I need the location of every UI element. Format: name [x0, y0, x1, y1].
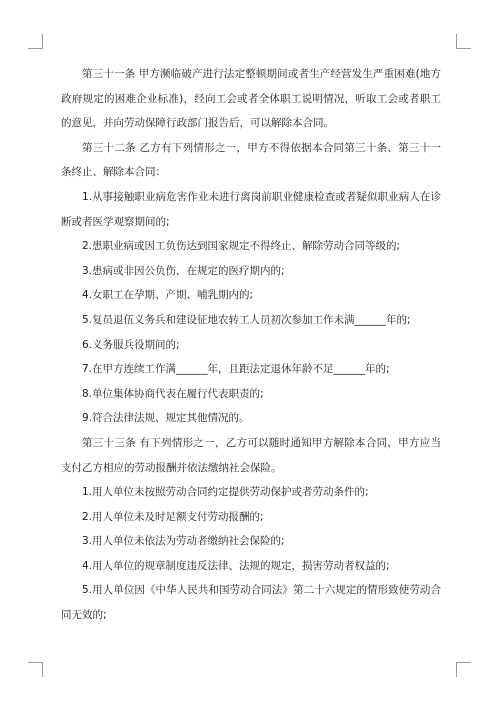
article-33: 第三十三条 有下列情形之一，乙方可以随时通知甲方解除本合同，甲方应当支付乙方相应的劳动报酬并依法缴纳社会保险。 [61, 436, 441, 474]
crop-mark-top-left [28, 34, 43, 49]
article-33-item-3: 3.用人单位未依法为劳动者缴纳社会保险的; [82, 535, 285, 548]
article-32-item-4: 4.女职工在孕期、产期、哺乳期内的; [82, 289, 254, 302]
crop-mark-bottom-left [28, 662, 43, 677]
article-32-item-3: 3.患病或非因公负伤，在规定的医疗期内的; [82, 264, 285, 277]
article-33-item-1: 1.用人单位未按照劳动合同约定提供劳动保护或者劳动条件的; [82, 486, 369, 499]
article-32: 第三十二条 乙方有下列情形之一，甲方不得依据本合同第三十条、第三十一条终止、解除本合同： [61, 141, 441, 179]
article-33-item-4: 4.用人单位的规章制度违反法律、法规的规定，损害劳动者权益的; [82, 559, 390, 572]
article-32-item-8: 8.单位集体协商代表在履行代表职责的; [82, 387, 264, 400]
article-32-item-1: 1.从事接触职业病危害作业未进行离岗前职业健康检查或者疑似职业病人在诊断或者医学观察期间的; [61, 190, 441, 228]
document-body [61, 62, 441, 628]
crop-mark-bottom-right [456, 662, 471, 677]
article-33-item-2: 2.用人单位未及时足额支付劳动报酬的; [82, 510, 264, 523]
article-32-item-9: 9.符合法律法规、规定其他情况的。 [82, 412, 250, 425]
article-32-item-6: 6.义务服兵役期间的; [82, 338, 180, 351]
article-32-item-2: 2.患职业病或因工负伤达到国家规定不得终止、解除劳动合同等级的; [82, 240, 401, 253]
article-31: 第三十一条 甲方濒临破产进行法定整顿期间或者生产经营发生严重困难(地方政府规定的困难企业标准)，经向工会或者全体职工说明情况，听取工会或者职工的意见，并向劳动保障行政部门报告后，可以解除本合同。 [61, 68, 441, 130]
article-32-item-5: 5.复员退伍义务兵和建设征地农转工人员初次参加工作未满______年的; [82, 313, 411, 326]
article-32-item-7: 7.在甲方连续工作满______年，且距法定退休年龄不足______年的; [82, 363, 390, 376]
article-33-item-5: 5.用人单位因《中华人民共和国劳动合同法》第二十六规定的情形致使劳动合同无效的; [61, 584, 441, 622]
crop-mark-top-right [456, 34, 471, 49]
